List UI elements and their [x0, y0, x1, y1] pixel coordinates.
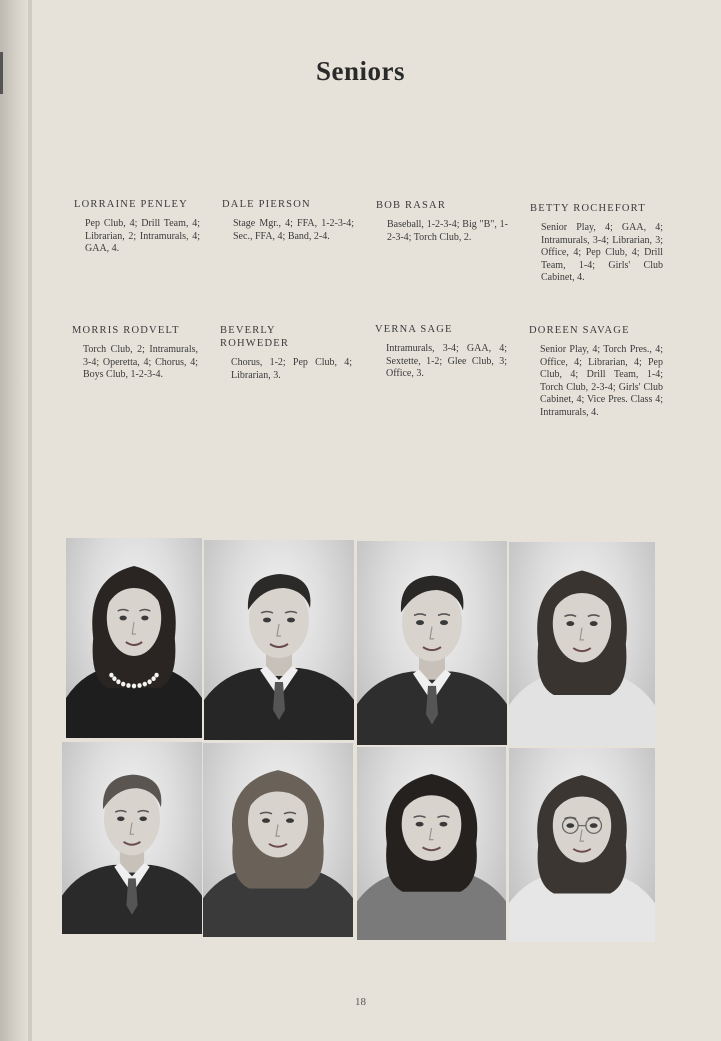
page-gutter-shadow [28, 0, 32, 1041]
senior-activities: Senior Play, 4; Torch Pres., 4; Office, 4; Librarian, 4; Pep Club, 4; Drill Team, 1-4; Torch Club, 2-3-4; Girls' Club Cabinet, 4; Vice Pres. Class 4; Intramurals, 4. [540, 344, 663, 418]
portrait-photo [62, 742, 202, 934]
senior-entry-beverly-rohweder [220, 324, 352, 382]
senior-activities: Senior Play, 4; GAA, 4; Intramurals, 3-4; Librarian, 3; Office, 4; Pep Club, 4; Drill Team, 1-4; Girls' Club Cabinet, 4. [541, 222, 663, 284]
senior-entry-doreen-savage [529, 324, 663, 420]
senior-name: MORRIS RODVELT [72, 325, 180, 336]
senior-name: DALE PIERSON [222, 199, 311, 210]
book-binding [0, 0, 28, 1041]
senior-name: DOREEN SAVAGE [529, 325, 630, 336]
senior-entry-dale-pierson [222, 198, 354, 243]
portrait-photo [204, 540, 354, 740]
senior-entry-verna-sage [375, 323, 507, 381]
portrait-photo [509, 542, 655, 746]
senior-name: BOB RASAR [376, 200, 447, 211]
portrait-photo [509, 748, 655, 942]
portrait-photo [66, 538, 202, 738]
page-number: 18 [355, 996, 366, 1008]
senior-entry-betty-rochefort [530, 202, 663, 285]
senior-activities: Chorus, 1-2; Pep Club, 4; Librarian, 3. [231, 357, 352, 381]
senior-name: LORRAINE PENLEY [74, 199, 188, 210]
senior-name: BEVERLY ROHWEDER [220, 325, 290, 349]
portrait-photo [357, 747, 506, 940]
senior-name: BETTY ROCHEFORT [530, 203, 646, 214]
senior-name: VERNA SAGE [375, 324, 453, 335]
senior-activities: Baseball, 1-2-3-4; Big "B", 1-2-3-4; Torch Club, 2. [387, 219, 508, 243]
senior-activities: Intramurals, 3-4; GAA, 4; Sextette, 1-2; Glee Club, 3; Office, 3. [386, 343, 507, 380]
page-title: Seniors [315, 56, 405, 86]
senior-activities: Pep Club, 4; Drill Team, 4; Librarian, 2; Intramurals, 4; GAA, 4. [85, 218, 200, 255]
senior-activities: Torch Club, 2; Intramurals, 3-4; Operetta, 4; Chorus, 4; Boys Club, 1-2-3-4. [83, 344, 198, 381]
senior-entry-bob-rasar [376, 199, 508, 244]
senior-activities: Stage Mgr., 4; FFA, 1-2-3-4; Sec., FFA, 4; Band, 2-4. [233, 218, 354, 242]
portrait-photo [357, 541, 507, 745]
senior-entry-morris-rodvelt [72, 324, 198, 382]
portrait-photo [203, 743, 353, 937]
senior-entry-lorraine-penley [74, 198, 200, 256]
